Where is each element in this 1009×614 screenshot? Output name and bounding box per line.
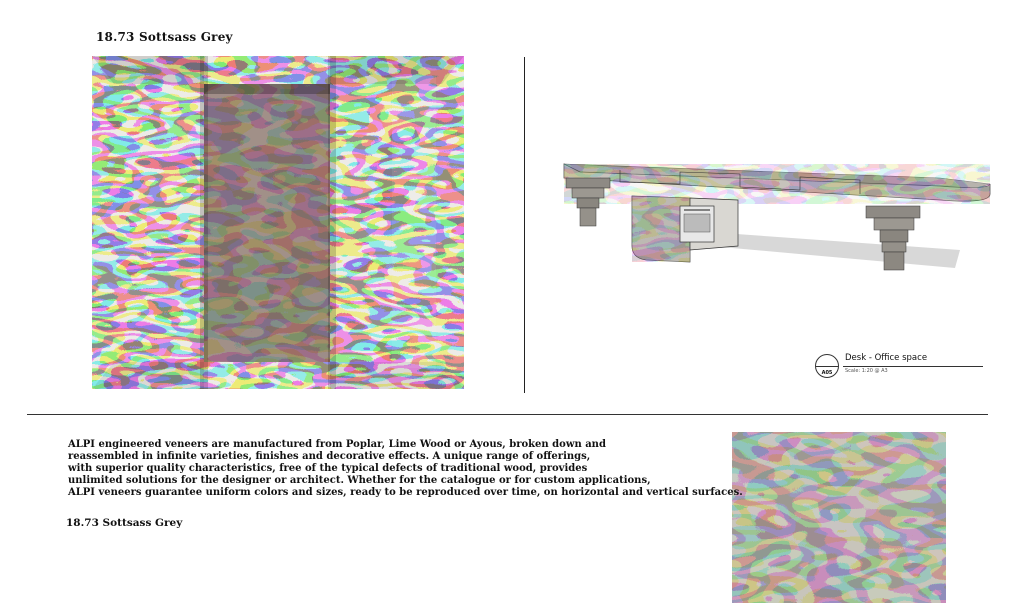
drawing-ref-divider: [816, 366, 838, 367]
pedestal-tier: [884, 252, 904, 270]
cabinet-dark-interior: [204, 84, 330, 362]
description-line: ALPI engineered veneers are manufactured from Poplar, Lime Wood or Ayous, broken down and: [68, 439, 606, 450]
product-title-bottom: 18.73 Sottsass Grey: [66, 517, 183, 529]
desk-3d-drawing: [560, 150, 1000, 280]
cabinet-right-panel: [392, 76, 436, 368]
pedestal-tier: [577, 198, 599, 208]
cabinet-right-divider: [328, 56, 336, 389]
drawing-title-stamp: [815, 352, 987, 382]
oven-window: [684, 214, 710, 232]
horizontal-divider: [27, 414, 988, 415]
drawing-ref-number: A05: [821, 370, 833, 376]
cabinet-interior-top-shadow: [204, 84, 330, 94]
description-line: ALPI veneers guarantee uniform colors and sizes, ready to be reproduced over time, on horizontal and vertical surfaces.: [68, 487, 743, 499]
cabinet-left-divider: [200, 56, 208, 389]
pedestal-tier: [572, 188, 604, 198]
desk-under-cabinet: [632, 196, 738, 262]
pedestal-tier: [882, 242, 906, 252]
drawing-ref-circle: [815, 354, 839, 378]
desk-top-grain: [564, 164, 990, 204]
product-title-top: 18.73 Sottsass Grey: [96, 30, 233, 44]
pedestal-tier: [880, 230, 908, 242]
pedestal-tier: [874, 218, 914, 230]
description-line: with superior quality characteristics, free of the typical defects of traditional wood, provides: [68, 463, 588, 475]
drawing-scale: Scale: 1:20 @ A3: [845, 368, 888, 374]
pedestal-tier: [580, 208, 596, 226]
pedestal-tier: [566, 178, 610, 188]
drawing-title: Desk - Office space: [845, 353, 928, 363]
description-line: reassembled in infinite varieties, finishes and decorative effects. A unique range of offerings,: [68, 451, 591, 463]
drawing-title-underline: [843, 366, 983, 367]
vertical-divider: [524, 57, 525, 393]
product-description: [68, 439, 788, 499]
pedestal-tier: [866, 206, 920, 218]
cabinet-veneer-render: [92, 56, 464, 389]
description-line: unlimited solutions for the designer or architect. Whether for the catalogue or for custom applications,: [68, 475, 651, 487]
